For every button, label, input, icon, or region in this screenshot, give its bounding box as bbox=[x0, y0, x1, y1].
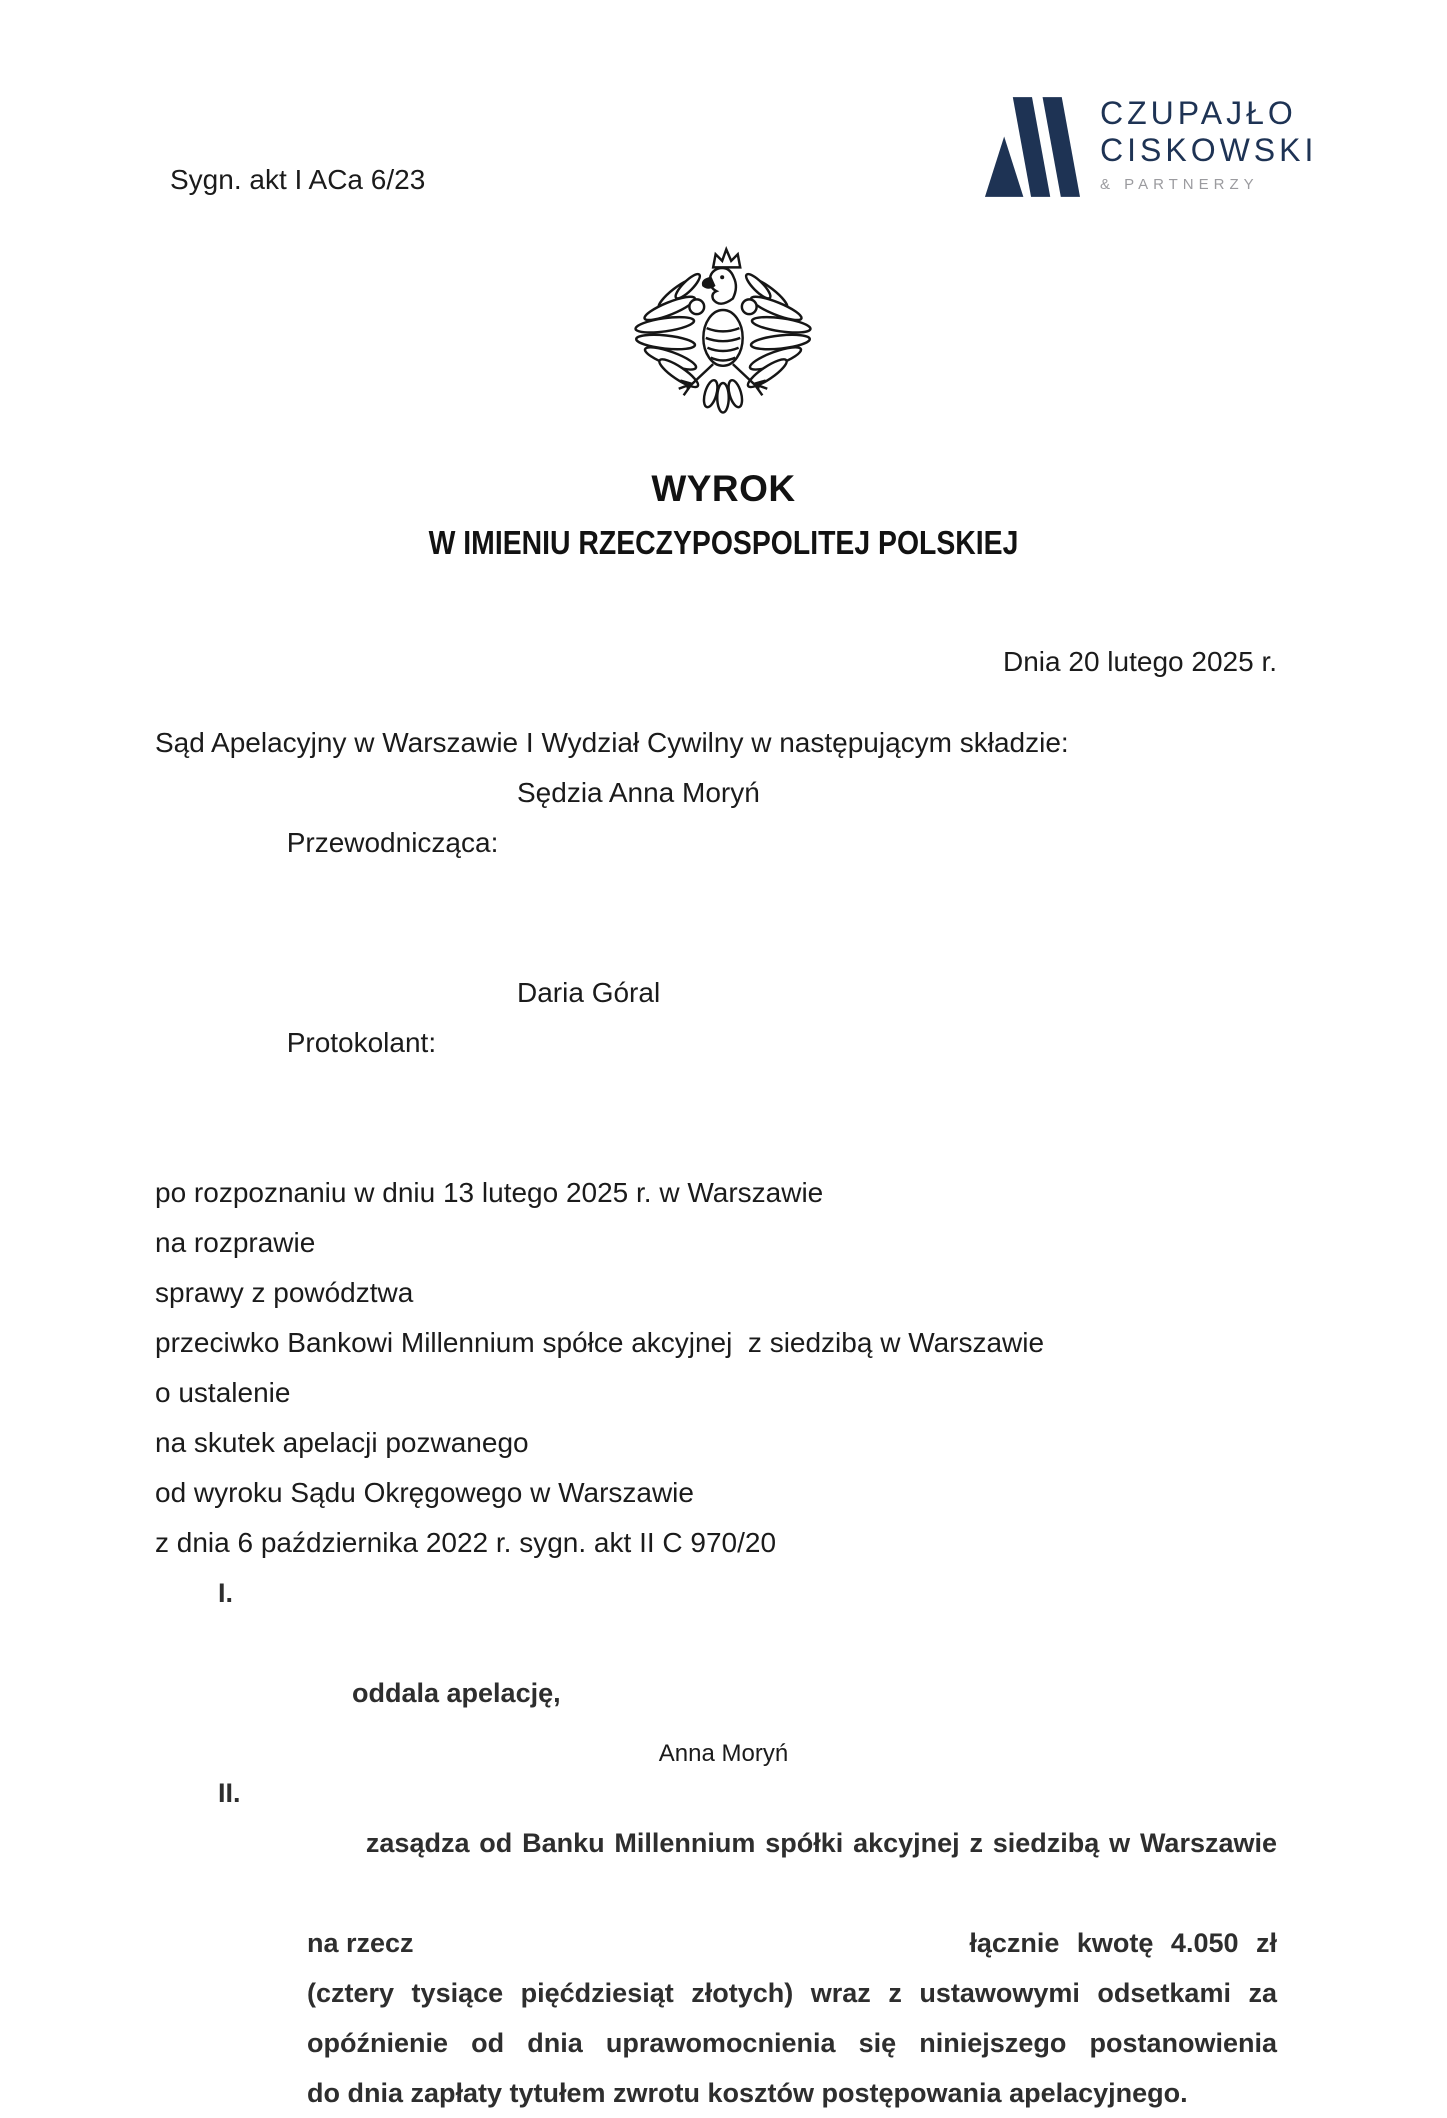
ruling-text: oddala apelację, bbox=[352, 1678, 561, 1708]
body-line: z dnia 6 października 2022 r. sygn. akt II C 970/20 bbox=[155, 1527, 777, 1558]
judgment-date: Dnia 20 lutego 2025 r. bbox=[1003, 646, 1277, 677]
role-row-clerk bbox=[155, 968, 1277, 1168]
logo-partners-line: & PARTNERZY bbox=[1100, 176, 1259, 193]
polish-eagle-emblem bbox=[641, 246, 805, 420]
case-number: Sygn. akt I ACa 6/23 bbox=[170, 164, 426, 195]
document-subtitle: W IMIENIU RZECZYPOSPOLITEJ POLSKIEJ bbox=[428, 524, 1019, 561]
ruling-numeral: I. bbox=[218, 1578, 234, 1608]
ruling-text: zasądza od Banku Millennium spółki akcyjnej z siedzibą w Warszawie bbox=[365, 1828, 1277, 1858]
role-value: Daria Góral bbox=[517, 977, 661, 1008]
document-body bbox=[155, 718, 1277, 2118]
body-line: o ustalenie bbox=[155, 1377, 291, 1408]
role-label: Przewodnicząca: bbox=[286, 827, 499, 858]
court-composition-intro: Sąd Apelacyjny w Warszawie I Wydział Cywilny w następującym składzie: bbox=[155, 727, 1069, 758]
body-line: po rozpoznaniu w dniu 13 lutego 2025 r. w Warszawie bbox=[155, 1177, 824, 1208]
body-line: na skutek apelacji pozwanego bbox=[155, 1427, 529, 1458]
role-label: Protokolant: bbox=[286, 1027, 437, 1058]
ruling-text: na rzecz bbox=[307, 1928, 414, 1958]
logo-triangle bbox=[985, 136, 1023, 196]
body-line: na rozprawie bbox=[155, 1227, 316, 1258]
ruling-item-1 bbox=[155, 1568, 1277, 1768]
logo-mark-icon bbox=[984, 95, 1080, 199]
body-line: od wyroku Sądu Okręgowego w Warszawie bbox=[155, 1477, 694, 1508]
ruling-item-2-line-4: opóźnienie od dnia uprawomocnienia się niniejszego postanowienia bbox=[307, 2028, 1277, 2058]
logo-name-line2: CISKOWSKI bbox=[1100, 132, 1318, 168]
body-line: przeciwko Bankowi Millennium spółce akcyjnej z siedzibą w Warszawie bbox=[155, 1327, 1045, 1358]
document-title: WYROK bbox=[651, 468, 796, 509]
ruling-item-2-line-3: (cztery tysiące pięćdziesiąt złotych) wraz z ustawowymi odsetkami za bbox=[307, 1978, 1277, 2008]
logo-bar-2 bbox=[1043, 97, 1080, 197]
judge-signature: Anna Moryń bbox=[658, 1740, 789, 1767]
ruling-item-2-line-1 bbox=[155, 1768, 1277, 1918]
law-firm-logo bbox=[984, 95, 1317, 199]
role-value: Sędzia Anna Moryń bbox=[517, 777, 760, 808]
ruling-item-2-line-2 bbox=[155, 1918, 1277, 1968]
ruling-item-2-line-5: do dnia zapłaty tytułem zwrotu kosztów postępowania apelacyjnego. bbox=[307, 2078, 1188, 2108]
logo-name-line1: CZUPAJŁO bbox=[1100, 95, 1297, 131]
logo-text bbox=[1100, 95, 1317, 193]
role-row-president bbox=[155, 768, 1277, 968]
awarded-amount: łącznie kwotę 4.050 zł bbox=[969, 1928, 1277, 1958]
body-line: sprawy z powództwa bbox=[155, 1277, 414, 1308]
ruling-numeral: II. bbox=[218, 1778, 241, 1808]
